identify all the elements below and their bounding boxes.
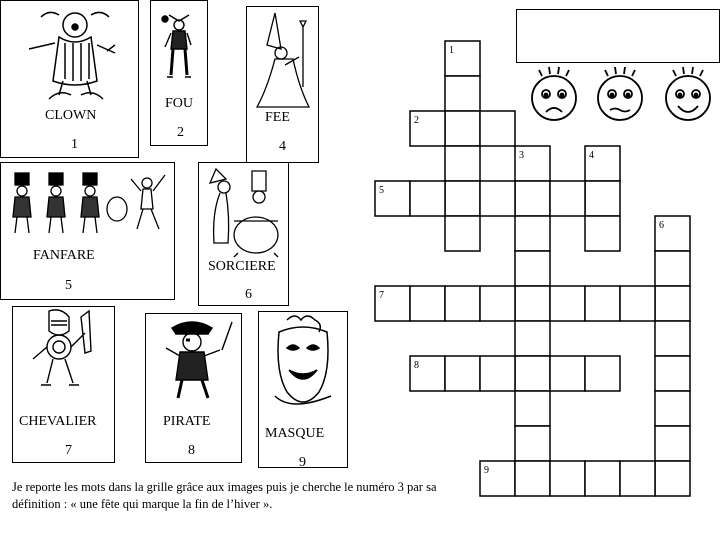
grid-cell[interactable] [655,356,690,391]
clue-number: 1 [449,45,454,56]
instruction-text: Je reporte les mots dans la grille grâce aux images puis je cherche le numéro 3 par sa définition : « une fête qui marque la fin de l’hiver ». [12,480,437,511]
grid-cell[interactable] [550,181,585,216]
happy-face-icon [666,67,710,120]
card-pirate [145,313,242,463]
grid-cell[interactable] [445,41,480,76]
card-fanfare [0,162,175,300]
card-word: PIRATE [163,414,211,429]
sad-face-icon [532,67,576,120]
grid-cell[interactable] [585,146,620,181]
grid-cell[interactable] [655,216,690,251]
grid-cell[interactable] [515,251,550,286]
card-number: 9 [299,455,306,470]
grid-cell[interactable] [550,356,585,391]
card-masque [258,311,348,468]
grid-cell[interactable] [515,216,550,251]
grid-cell[interactable] [515,146,550,181]
card-number: 5 [65,278,72,293]
card-clown [0,0,139,158]
clue-number: 2 [414,115,419,126]
card-word: MASQUE [265,426,325,441]
grid-cell[interactable] [480,181,515,216]
pirate-icon [152,316,238,404]
grid-cell[interactable] [655,461,690,496]
clue-number: 9 [484,465,489,476]
grid-cell[interactable] [410,286,445,321]
card-word: FANFARE [33,248,95,263]
grid-cell[interactable] [620,461,655,496]
card-number: 8 [188,443,195,458]
grid-cell[interactable] [585,181,620,216]
grid-cell[interactable] [585,216,620,251]
grid-cell[interactable] [515,321,550,356]
clown-icon [15,3,125,103]
faces-row [524,64,720,128]
grid-cell[interactable] [515,181,550,216]
grid-cell[interactable] [445,76,480,111]
witch-cauldron-icon [202,165,286,259]
clue-number: 6 [659,220,664,231]
card-number: 7 [65,443,72,458]
card-word: SORCIERE [208,259,276,274]
card-fou [150,0,208,146]
card-number: 1 [71,137,78,152]
grid-cell[interactable] [480,461,515,496]
knight-icon [25,307,105,403]
card-word: CLOWN [45,108,97,123]
grid-cell[interactable] [655,251,690,286]
grid-cell[interactable] [550,461,585,496]
fairy-icon [251,9,315,111]
card-number: 2 [177,125,184,140]
neutral-face-icon [598,67,642,120]
grid-cell[interactable] [515,426,550,461]
grid-cell[interactable] [410,181,445,216]
grid-cell[interactable] [410,111,445,146]
clue-number: 7 [379,290,384,301]
clue-number: 4 [589,150,594,161]
jester-icon [159,7,199,87]
grid-cell[interactable] [445,181,480,216]
card-word: FOU [165,96,194,111]
grid-cell[interactable] [655,426,690,461]
grid-cell[interactable] [445,216,480,251]
card-word: FEE [265,110,290,125]
grid-cell[interactable] [480,111,515,146]
clue-number: 5 [379,185,384,196]
grid-cell[interactable] [585,286,620,321]
grid-cell[interactable] [480,356,515,391]
grid-cell[interactable] [375,286,410,321]
grid-cell[interactable] [445,356,480,391]
grid-cell[interactable] [655,286,690,321]
grid-cell[interactable] [515,391,550,426]
grid-cell[interactable] [410,356,445,391]
mask-icon [267,312,339,416]
card-word: CHEVALIER [19,414,97,429]
grid-cell[interactable] [655,391,690,426]
card-number: 6 [245,287,252,302]
grid-cell[interactable] [445,111,480,146]
grid-cell[interactable] [445,286,480,321]
clue-number: 3 [519,150,524,161]
card-sorciere [198,162,289,306]
grid-cell[interactable] [515,461,550,496]
answer-box[interactable] [516,9,720,63]
grid-cell[interactable] [655,321,690,356]
grid-cell[interactable] [480,286,515,321]
grid-cell[interactable] [585,356,620,391]
grid-cell[interactable] [515,286,550,321]
grid-cell[interactable] [550,286,585,321]
grid-cell[interactable] [445,146,480,181]
grid-cell[interactable] [375,181,410,216]
grid-cell[interactable] [620,286,655,321]
card-chevalier [12,306,115,463]
clue-number: 8 [414,360,419,371]
card-number: 4 [279,139,286,154]
grid-cell[interactable] [585,461,620,496]
marching-band-icon [9,169,169,239]
grid-cell[interactable] [515,356,550,391]
card-fee [246,6,319,163]
